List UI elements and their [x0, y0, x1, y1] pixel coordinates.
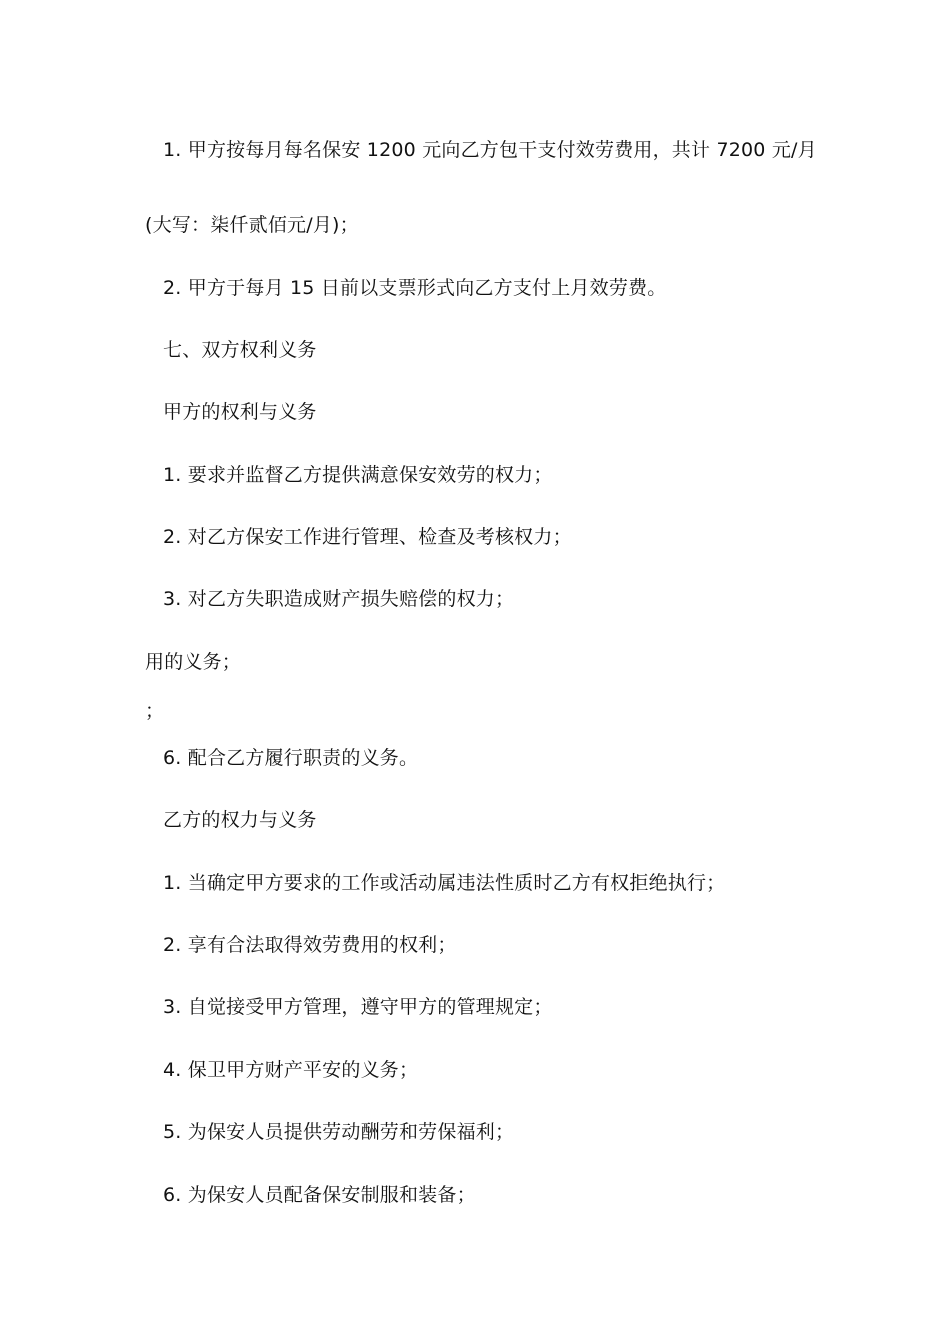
- party-b-item-5: 5. 为保安人员提供劳动酬劳和劳保福利；: [163, 1121, 515, 1143]
- payment-amount-in-words: (大写：柒仟贰佰元/月)；: [145, 214, 359, 236]
- subheading-party-a: 甲方的权利与义务: [163, 401, 317, 423]
- party-b-item-4: 4. 保卫甲方财产平安的义务；: [163, 1059, 419, 1081]
- section-heading-rights-obligations: 七、双方权利义务: [163, 339, 317, 361]
- party-b-item-6: 6. 为保安人员配备保安制服和装备；: [163, 1184, 476, 1206]
- payment-clause-2: 2. 甲方于每月 15 日前以支票形式向乙方支付上月效劳费。: [163, 277, 667, 299]
- party-a-item-2: 2. 对乙方保安工作进行管理、检查及考核权力；: [163, 526, 572, 548]
- party-a-item-1: 1. 要求并监督乙方提供满意保安效劳的权力；: [163, 464, 553, 486]
- party-b-item-3: 3. 自觉接受甲方管理，遵守甲方的管理规定；: [163, 996, 553, 1018]
- party-a-fragment-2: ；: [145, 700, 165, 722]
- party-b-item-2: 2. 享有合法取得效劳费用的权利；: [163, 934, 457, 956]
- subheading-party-b: 乙方的权力与义务: [163, 809, 317, 831]
- party-a-item-3: 3. 对乙方失职造成财产损失赔偿的权力；: [163, 588, 515, 610]
- party-a-item-6: 6. 配合乙方履行职责的义务。: [163, 747, 419, 769]
- party-a-fragment-1: 用的义务；: [145, 651, 242, 673]
- party-b-item-1: 1. 当确定甲方要求的工作或活动属违法性质时乙方有权拒绝执行；: [163, 872, 726, 894]
- payment-clause-1: 1. 甲方按每月每名保安 1200 元向乙方包干支付效劳费用，共计 7200 元/月: [163, 139, 817, 161]
